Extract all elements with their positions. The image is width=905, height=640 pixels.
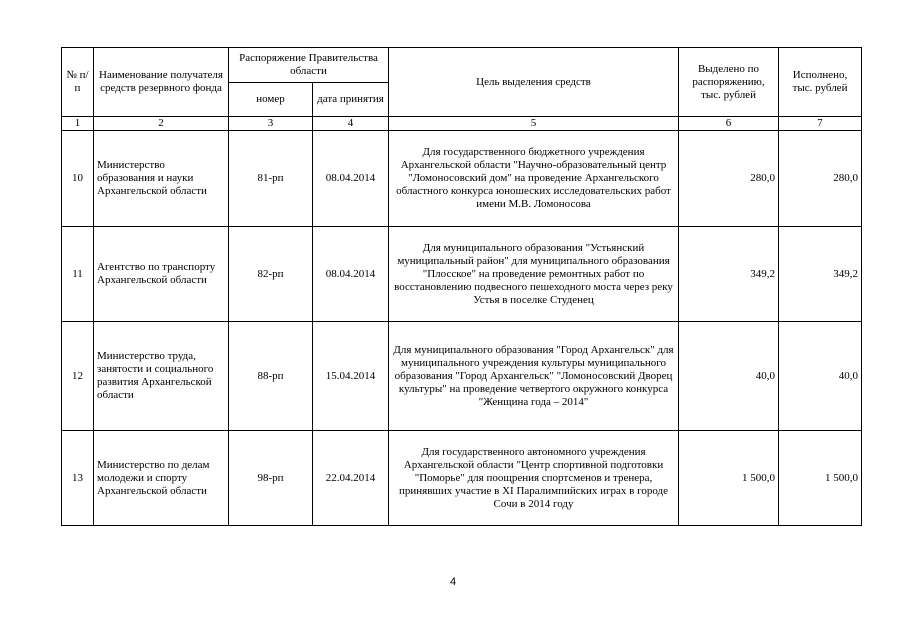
header-executed: Исполнено, тыс. рублей (779, 48, 862, 117)
order-number-cell: 82-рп (229, 227, 313, 322)
header-purpose: Цель выделения средств (389, 48, 679, 117)
row-number: 12 (62, 322, 94, 431)
header-order-number: номер (229, 83, 313, 117)
row-number: 13 (62, 431, 94, 526)
order-date-cell: 08.04.2014 (313, 227, 389, 322)
purpose-cell: Для муниципального образования "Устьянский муниципальный район" для муниципального образования "Плосское" на проведение ремонтных работ по восстановлению подвесного пешеходного моста через реку Устья в поселке Студенец (389, 227, 679, 322)
order-number-cell: 81-рп (229, 131, 313, 227)
purpose-cell: Для муниципального образования "Город Архангельск" для муниципального учреждения культуры муниципального образования "Город Архангельск" "Ломоносовский Дворец культуры" на проведение четвертого окружного конкурса "Женщина года – 2014" (389, 322, 679, 431)
table-row (62, 131, 862, 227)
header-num: № п/п (62, 48, 94, 117)
column-number-row (62, 117, 862, 131)
table-row (62, 431, 862, 526)
recipient-cell: Министерство образования и науки Архангельской области (94, 131, 229, 227)
page-number: 4 (449, 576, 457, 588)
recipient-cell: Агентство по транспорту Архангельской области (94, 227, 229, 322)
row-number: 11 (62, 227, 94, 322)
header-order-group: Распоряжение Правительства области (229, 48, 389, 83)
row-number: 10 (62, 131, 94, 227)
recipient-cell: Министерство по делам молодежи и спорту Архангельской области (94, 431, 229, 526)
column-number: 5 (389, 117, 679, 131)
order-date-cell: 08.04.2014 (313, 131, 389, 227)
executed-cell: 280,0 (779, 131, 862, 227)
column-number: 7 (779, 117, 862, 131)
executed-cell: 1 500,0 (779, 431, 862, 526)
column-number: 4 (313, 117, 389, 131)
table-row (62, 322, 862, 431)
header-allocated: Выделено по распоряжению, тыс. рублей (679, 48, 779, 117)
recipient-cell: Министерство труда, занятости и социального развития Архангельской области (94, 322, 229, 431)
column-number: 2 (94, 117, 229, 131)
table-row (62, 227, 862, 322)
allocated-cell: 1 500,0 (679, 431, 779, 526)
order-number-cell: 98-рп (229, 431, 313, 526)
column-number: 6 (679, 117, 779, 131)
allocated-cell: 280,0 (679, 131, 779, 227)
executed-cell: 349,2 (779, 227, 862, 322)
column-number: 1 (62, 117, 94, 131)
order-number-cell: 88-рп (229, 322, 313, 431)
executed-cell: 40,0 (779, 322, 862, 431)
allocated-cell: 40,0 (679, 322, 779, 431)
header-order-date: дата принятия (313, 83, 389, 117)
order-date-cell: 15.04.2014 (313, 322, 389, 431)
allocated-cell: 349,2 (679, 227, 779, 322)
column-number: 3 (229, 117, 313, 131)
reserve-fund-table (61, 47, 862, 526)
order-date-cell: 22.04.2014 (313, 431, 389, 526)
purpose-cell: Для государственного бюджетного учреждения Архангельской области "Научно-образовательный центр "Ломоносовский дом" на проведение Архангельского областного конкурса юношеских исследовательских работ имени М.В. Ломоносова (389, 131, 679, 227)
header-recipient: Наименование получателя средств резервного фонда (94, 48, 229, 117)
purpose-cell: Для государственного автономного учреждения Архангельской области "Центр спортивной подготовки "Поморье" для поощрения спортсменов и тренера, принявших участие в XI Паралимпийских играх в городе Сочи в 2014 году (389, 431, 679, 526)
